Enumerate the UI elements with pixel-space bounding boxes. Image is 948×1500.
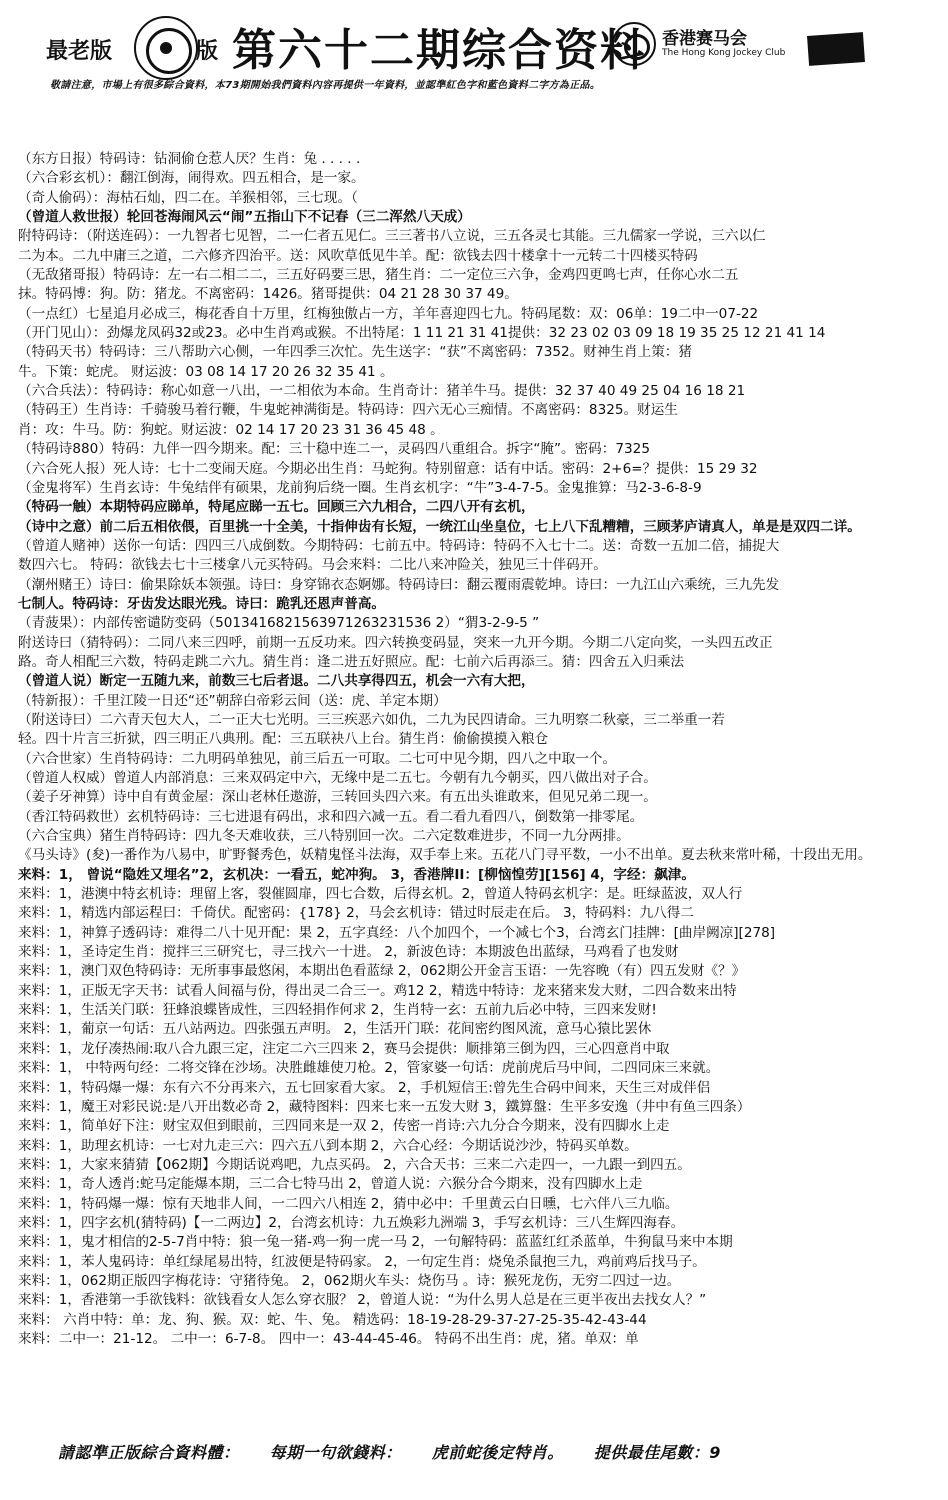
content-line: （特码天书）特码诗：三八帮助六心侧，一年四季三次忙。先生送字：“获”不离密码：7352。财神生肖上策：猪 [18, 344, 692, 361]
content-line: 来料：1，魔王对彩民说:是八开出数必奇 2，藏特图料：四来七来一五发大财 3，鐵算盤：生平多安逸（井中有鱼三四条） [18, 1098, 751, 1115]
content-line: 来料：1，大家来猜猜【062期】今期话说鸡吧，九点买码。 2，六合天书：三来二六走四一，一九跟一到四五。 [18, 1156, 691, 1173]
footer-riddle-label: 每期一句欲錢料： [269, 1443, 402, 1462]
content-line: 来料：1，苯人鬼码诗：单红绿尾易出特，红波便是特码家。 2，一句定生肖：烧兔杀鼠抱三九，鸡前鸡后找马子。 [18, 1253, 706, 1270]
edition-label: 最老版 [46, 39, 113, 64]
content-line: （无敌猪哥报）特码诗：左一右二相二二，三五好码要三思，猪生肖：二一定位三六争，金鸡四更鸣七声，任你心水二五 [18, 267, 739, 284]
content-line: （六合死人报）死人诗：七十二变闹天庭。今期必出生肖：马蛇狗。特别留意：话有中话。密码：2+6=？提供：15 29 32 [18, 460, 758, 477]
content-line: （附送诗曰）二六青天包大人，二一正大七光明。三三疾恶六如仇，二九为民四请命。三九明察二秋豪，三二举重一若 [18, 711, 725, 728]
content-line: 来料：1，四字玄机(猜特码)【一二两边】2，台湾玄机诗：九五焕彩九洲端 3，手写玄机诗：三八生辉四海春。 [18, 1214, 685, 1231]
content-line: （六合世家）生肖特码诗：二九明码单独见，前三后五一可取。二七可中见今期，四八之中取一个。 [18, 750, 617, 767]
content-line: 来料：1，神算子透码诗：难得二八十见开配：果 2，五字真经：八个加四个，一个减七个3，台湾玄门挂牌：[曲岸阙凉][278] [18, 924, 776, 941]
content-line: 来料：1，生活关门联：狂蜂浪蝶皆成性，三四轻捐作何求 2，生肖特一玄：五前九后必中特，三四来发财! [18, 1002, 657, 1019]
footer-riddle-text: 虎前蛇後定特肖。 [431, 1443, 564, 1462]
content-line: （特码一触）本期特码应睇单，特尾应睇一五七。回顾三六九相合，二四八开有玄机， [18, 499, 535, 516]
content-line: （曾道人权威）曾道人内部消息：三来双码定中六，无缘中是二五七。今朝有九今朝买，四八做出对子合。 [18, 770, 657, 786]
footer-brand-note: 請認準正版綜合資料體： [58, 1443, 240, 1462]
hkjc-english-name: The Hong Kong Jockey Club [662, 48, 786, 58]
content-line: （六合兵法）：特码诗：称心如意一八出，一二相依为本命。生肖奇计：猪羊牛马。提供：32 37 40 49 25 04 16 18 21 [18, 383, 746, 400]
content-line: （奇人偷码）：海枯石灿，四二在。羊猴相邻，三七现。（ [18, 189, 358, 206]
content-line: （特码诗880）特码：九伴一四今期来。配：三十稳中连二一，灵码四八重组合。拆字“腌”。密码：7325 [18, 441, 650, 458]
content-line: 轻。四十片言三折狱，四三明正八典刑。配：三五联袂八上台。猜生肖：偷偷摸摸入粮仓 [18, 731, 549, 748]
content-line: 来料：1， 曾说“隐姓又埋名”2，玄机决：一看五，蛇冲狗。 3，香港牌II：[柳恼惶劳][156] 4，字经：飙津。 [18, 866, 695, 883]
content-line: 来料：1，正版无字天书：试看人间福与份，得出灵二合三一。鸡12 2，精选中特诗：龙来猪来发大财，二四合数来出特 [18, 982, 737, 999]
content-line: （曾道人救世报）轮回苍海闹风云“闹”五指山下不记春（三二浑然八天成） [18, 209, 471, 226]
content-line: 来料：1，精选内部运程曰：千倚伏。配密码：{178} 2，马会玄机诗：错过时辰走在后。 3，特码料：九八得二 [18, 905, 694, 922]
footer-tail-number: 提供最佳尾數：9 [593, 1443, 721, 1462]
content-line: 牛。下策：蛇虎。 财运波：03 08 14 17 20 26 32 35 41 。 [18, 363, 394, 380]
stamp-badge [807, 32, 865, 66]
content-line: 二为本。二九中庸三之道，二六修齐四治平。送：风吹草低见牛羊。配：欲钱去四十楼拿十一元转二十四楼买特码 [18, 247, 698, 264]
content-line: （香江特码救世）玄机特码诗：三七进退有码出，求和四六减一五。看二看九看四八，倒数第一排零尾。 [18, 808, 644, 825]
content-line: （诗中之意）前二后五相依偎，百里挑一十全美，十指伸齿有长短，一统江山坐皇位，七上八下乱糟糟，三顾茅庐请真人，单是是双四二详。 [18, 518, 861, 535]
content-line: 附送诗曰（猜特码）：二同八来三四呼，前期一五反功来。四六转换变码显，突来一九开今期。今期二八定向奖，一头四五改正 [18, 634, 773, 651]
content-line: 来料：1，助理玄机诗：一七对九走三六：四六五八到本期 2，六合心经：今期话说沙沙，特码买单数。 [18, 1137, 638, 1154]
content-line: 七制人。特码诗：牙齿发达眼光残。诗曰：跪乳还恩声普高。 [18, 595, 386, 612]
content-line: （曾道人说）断定一五随九来，前数三七后者退。二八共享得四五，机会一六有大把， [18, 673, 535, 690]
content-line: （特码王）生肖诗：千骑骏马着行鞭，牛鬼蛇神满街是。特码诗：四六无心三痴情。不离密码：8325。财运生 [18, 402, 678, 419]
content-line: 数四六七。 特码：欲钱去七十三楼拿八元买特码。马会来料：二比八来冲险关，独见三十伴码开。 [18, 557, 607, 574]
edition-suffix: 版 [196, 39, 219, 64]
content-line: 来料： 六肖中特：单：龙、狗、猴。双：蛇、牛、兔。 精选码：18-19-28-29-37-27-25-35-42-43-44 [18, 1311, 647, 1328]
content-line: 来料：1，奇人透肖:蛇马定能爆本期，三二合七特马出 2，曾道人说：六猴分合今期来，没有四脚水上走 [18, 1176, 643, 1193]
content-line: （东方日报）特码诗：钻洞偷仓惹人厌？生肖：兔 . . . . . [18, 151, 361, 167]
content-line: 来料：1，澳门双色特码诗：无所事事最悠闲，本期出色看蓝绿 2，062期公开金言玉语：一先容晚（有）四五发财《？》 [18, 963, 746, 980]
content-body [18, 150, 918, 1349]
content-line: 肖：攻：牛马。防：狗蛇。财运波：02 14 17 20 23 31 36 45 48 。 [18, 421, 444, 438]
content-line: 附特码诗：（附送连码）：一九智者七见智，二一仁者五见仁。三三著书八立说，三五各灵七其能。三九儒家一学说，三六以仁 [18, 228, 766, 245]
emblem-icon [134, 16, 198, 80]
content-line: 来料：1，葡京一句话：五八站两边。四张强五声明。 2，生活开门联：花间密约图风流，意马心猿比罢休 [18, 1021, 652, 1038]
content-line: 来料：二中一：21-12。 二中一：6-7-8。 四中一：43-44-45-46。 特码不出生肖：虎，猪。单双：单 [18, 1330, 639, 1347]
content-line: 来料：1，圣诗定生肖：搅拌三三研究七，寻三找六一十进。 2，新波色诗：本期波色出蓝绿，马鸡看了也发财 [18, 944, 679, 961]
notice-banner: 敬請注意，市場上有很多綜合資料，本73期開始我們資料內容再提供一年資料，並認準紅色字和藍色資料二字方為正品。 [50, 80, 601, 91]
content-line: 来料：1，龙仔凑热闹:取八合九跟三定，注定二六三四来 2，赛马会提供：顺排第三倒为四，三心四意肖中取 [18, 1040, 670, 1057]
content-line: 抹。特码博：狗。防：猪龙。不离密码：1426。猪哥提供：04 21 28 30 37 49。 [18, 286, 518, 303]
content-line: 路。奇人相配三六数，特码走跳二六九。猜生肖：逢二进五好照应。配：七前六后再添三。猜：四舍五入归乘法 [18, 653, 685, 670]
page-title: 第六十二期综合资料 [232, 25, 646, 76]
content-line: 来料：1，港澳中特玄机诗：理留上客，裂催圆扉，四七合数，后得玄机。2，曾道人特码玄机字：是。旺绿蓝波，双人行 [18, 886, 743, 903]
content-line: （开门见山）：劲爆龙凤码32或23。必中生肖鸡或猴。不出特尾：1 11 21 31 41提供：32 23 02 03 09 18 19 35 25 12 21 41 14 [18, 325, 826, 342]
hkjc-name: 香港赛马会 [662, 29, 747, 49]
page-header [0, 0, 948, 108]
hkjc-logo-icon [612, 22, 656, 66]
content-line: （一点红）七星追月必成三，梅花香自十万里，红梅独傲占一方，羊年喜迎四七九。特码尾数：双：06单：19二中一07-22 [18, 305, 759, 322]
content-line: （六合彩玄机）：翻江倒海，闹得欢。四五相合，是一家。 [18, 170, 365, 187]
content-line: （青菠果）：内部传密谴防变码（5013416821563971263231536 2）“猬3-2-9-5 ” [18, 615, 540, 632]
content-line: 来料：1，香港第一手欲钱料：欲钱看女人怎么穿衣服？ 2，曾道人说：“为什么男人总是在三更半夜出去找女人？” [18, 1292, 707, 1309]
content-line: 来料：1，鬼才相信的2-5-7肖中特：狼一兔一猪-鸡一狗一虎一马 2，一句解特码：蓝蓝红红杀蓝单，牛狗鼠马来中本期 [18, 1234, 733, 1251]
page-footer [58, 1440, 938, 1463]
content-line: 来料：1，简单好下注：财宝双但到眼前，三四同来是一双 2，传密一肖诗:六九分合今期来，没有四脚水上走 [18, 1118, 670, 1135]
content-line: （六合宝典）猪生肖特码诗：四九冬天难收获，三八特别回一次。二六定数难进步，不同一九分两排。 [18, 828, 630, 845]
content-line: 来料：1， 中特两句经：二将交锋在沙场。决胜雌雄使刀枪。2，管家婆一句话：虎前虎后马中间，二四同床三来就。 [18, 1060, 720, 1077]
content-line: （潮州赌王）诗曰：偷果除妖本领强。诗曰：身穿锦衣态婀娜。特码诗曰：翻云覆雨震乾坤。诗曰：一九江山六乘统，三九先发 [18, 576, 780, 593]
content-line: 来料：1，特码爆一爆：惊有天地非人间，一二四六八相连 2，猜中必中：千里黄云白日曛，七六伴八三九临。 [18, 1195, 679, 1212]
content-line: （金鬼将军）生肖玄诗：牛兔结伴有硕果，龙前狗后绕一圈。生肖玄机字：“牛”3-4-7-5。金鬼推算：马2-3-6-8-9 [18, 479, 702, 496]
content-line: 来料：1，062期正版四字梅花诗：守猪待兔。 2，062期火车头：烧伤马 。诗：猴死龙伤，无穷二四过一边。 [18, 1272, 681, 1289]
content-line: （姜子牙神算）诗中自有黄金屋：深山老林任遨游，三转回头四六来。有五出头谁敢来，但见兄弟二现一。 [18, 789, 657, 806]
content-line: （曾道人赌神）送你一句话：四四三八成倒数。今期特码：七前五中。特码诗：特码不入七十二。送：奇数一五加二倍，捕捉大 [18, 537, 780, 554]
content-line: 来料：1，特码爆一爆：东有六不分再来六，五七回家看大家。 2，手机短信王:曾先生合码中间来，天生三对成伴侣 [18, 1079, 711, 1096]
content-line: （特新报）：千里江陵一日还“还”朝辞白帝彩云间（送：虎、羊定本期） [18, 692, 447, 709]
content-line: 《马头诗》(夋)一番作为八易中，旷野餐秀色，妖精鬼怪斗法海，双手奉上来。五花八门寻平数，一小不出单。夏去秋来常叶稀，十段出无用。 [18, 847, 872, 864]
